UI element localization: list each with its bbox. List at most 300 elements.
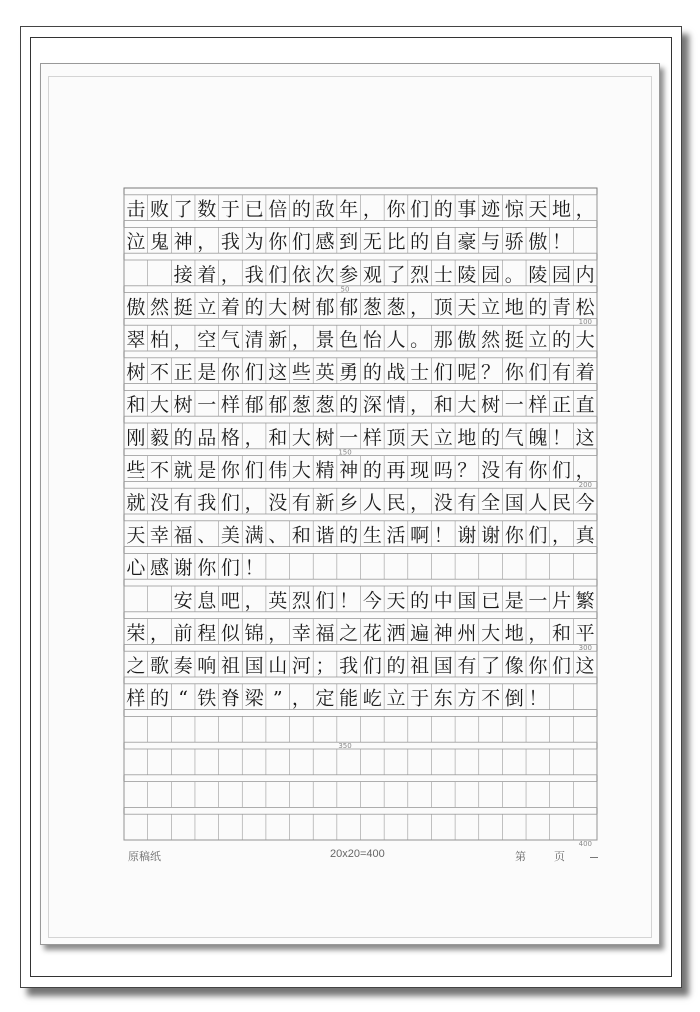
handwritten-char: ！ — [528, 687, 548, 710]
page-number — [515, 848, 565, 864]
handwritten-char: 那 — [433, 329, 453, 351]
paper-label: 原稿纸 — [128, 851, 161, 863]
count-mark: 150 — [338, 448, 352, 457]
handwritten-char: 中 — [433, 589, 453, 612]
handwritten-char: 有 — [291, 492, 311, 514]
handwritten-char: 数 — [197, 198, 217, 221]
handwritten-char: 天 — [528, 198, 548, 221]
handwritten-char: ； — [315, 655, 335, 677]
handwritten-char: 这 — [575, 655, 595, 677]
handwritten-char: 神 — [173, 231, 193, 254]
handwritten-char: 我 — [244, 263, 264, 286]
handwritten-char: 情 — [386, 394, 406, 417]
handwritten-char: 的 — [362, 361, 382, 384]
handwritten-char: 响 — [197, 655, 217, 677]
handwritten-char: 安 — [173, 589, 193, 612]
handwritten-char: 的 — [410, 589, 430, 612]
handwritten-char: 脊 — [220, 687, 240, 710]
handwritten-char: 们 — [244, 459, 264, 482]
handwritten-char: 园 — [481, 263, 501, 286]
handwritten-char: 就 — [173, 459, 193, 482]
handwritten-char: 挺 — [504, 329, 524, 351]
handwritten-char: 们 — [433, 361, 453, 384]
handwritten-char: 无 — [362, 231, 382, 254]
handwritten-char: 新 — [268, 329, 288, 351]
handwritten-char: 立 — [197, 296, 217, 319]
handwritten-char: 立 — [433, 426, 453, 449]
handwritten-char: 傲 — [457, 329, 477, 351]
handwritten-char: 傲 — [126, 296, 146, 319]
handwritten-char: ， — [197, 231, 217, 254]
handwritten-char: 真 — [575, 524, 595, 547]
handwritten-char: ！ — [433, 524, 453, 547]
handwritten-char: 人 — [528, 492, 548, 514]
handwritten-char: ！ — [244, 557, 264, 580]
handwritten-char: 河 — [291, 655, 311, 677]
handwritten-char: 然 — [481, 329, 501, 351]
handwritten-char: 内 — [575, 263, 595, 286]
handwritten-char: 景 — [315, 329, 335, 351]
handwritten-char: 是 — [197, 361, 217, 384]
handwritten-char: 程 — [197, 622, 217, 645]
handwritten-char: ！ — [552, 231, 572, 254]
handwritten-char: 东 — [433, 687, 453, 710]
handwritten-char: 一 — [197, 394, 217, 417]
handwritten-char: 新 — [315, 492, 335, 514]
handwritten-char: 们 — [268, 263, 288, 286]
handwritten-char: 们 — [291, 231, 311, 254]
handwritten-char: 有 — [457, 492, 477, 514]
handwritten-char: 似 — [220, 622, 240, 645]
handwritten-char: 歌 — [149, 655, 169, 677]
handwritten-char: 没 — [268, 492, 288, 514]
handwritten-char: ， — [410, 394, 430, 417]
handwritten-char: 大 — [291, 426, 311, 449]
handwritten-char: 洒 — [386, 622, 406, 645]
handwritten-char: 和 — [126, 394, 146, 417]
handwritten-char: 你 — [528, 459, 548, 482]
handwritten-char: 树 — [291, 296, 311, 319]
handwritten-char: 和 — [268, 426, 288, 449]
handwritten-char: 们 — [220, 492, 240, 514]
handwritten-char: 样 — [362, 426, 382, 449]
handwritten-char: 就 — [126, 492, 146, 514]
handwritten-char: ， — [291, 329, 311, 351]
handwritten-char: 参 — [339, 263, 359, 286]
handwritten-char: 们 — [220, 557, 240, 580]
handwritten-char: 气 — [220, 329, 240, 351]
handwritten-char: 刚 — [126, 426, 146, 449]
handwritten-char: ， — [575, 459, 595, 482]
handwritten-char: 的 — [552, 329, 572, 351]
handwritten-char: 倒 — [504, 687, 524, 710]
count-mark: 300 — [578, 644, 592, 653]
handwritten-char: 的 — [362, 459, 382, 482]
handwritten-char: 我 — [220, 231, 240, 254]
handwritten-char: 烈 — [291, 589, 311, 612]
handwritten-char: 葱 — [386, 296, 406, 319]
handwritten-char: ， — [552, 524, 572, 547]
handwritten-char: 们 — [528, 361, 548, 384]
handwritten-char: “ — [178, 687, 188, 710]
handwritten-char: ， — [410, 296, 430, 319]
handwritten-char: 锦 — [244, 622, 264, 645]
handwritten-char: 已 — [244, 198, 264, 221]
handwritten-char: 遍 — [410, 622, 430, 645]
handwritten-char: 花 — [362, 622, 382, 645]
handwritten-char: 树 — [126, 361, 146, 384]
handwritten-char: ， — [220, 263, 240, 286]
handwritten-char: ， — [410, 492, 430, 514]
handwritten-char: 民 — [552, 492, 572, 514]
handwritten-char: 次 — [315, 263, 335, 286]
handwritten-char: 勇 — [339, 361, 359, 384]
handwritten-char: 人 — [386, 329, 406, 351]
handwritten-char: 神 — [339, 459, 359, 482]
handwritten-char: 的 — [528, 296, 548, 319]
handwritten-char: 之 — [126, 655, 146, 677]
count-mark: 400 — [578, 840, 592, 848]
handwritten-char: 色 — [339, 329, 359, 351]
handwritten-char: 平 — [575, 622, 595, 645]
handwritten-char: 们 — [244, 361, 264, 384]
handwritten-char: 败 — [149, 198, 169, 221]
handwritten-char: 泣 — [126, 231, 146, 254]
handwritten-char: 郁 — [339, 296, 359, 319]
handwritten-char: 你 — [386, 198, 406, 221]
handwritten-char: 天 — [386, 589, 406, 612]
handwritten-char: 的 — [339, 394, 359, 417]
handwritten-char: 定 — [315, 687, 335, 710]
handwritten-char: 乡 — [339, 492, 359, 514]
handwritten-char: 不 — [481, 687, 501, 710]
handwritten-char: 的 — [244, 296, 264, 319]
handwritten-char: 荣 — [126, 622, 146, 645]
handwritten-char: 的 — [410, 231, 430, 254]
handwritten-char: 击 — [126, 198, 146, 221]
page-prefix: 第 — [515, 851, 526, 863]
handwritten-char: 祖 — [220, 655, 240, 677]
handwritten-char: 心 — [126, 557, 146, 580]
handwritten-char: 不 — [149, 459, 169, 482]
handwritten-char: 英 — [268, 589, 288, 612]
handwritten-char: 立 — [481, 296, 501, 319]
handwritten-char: 是 — [197, 459, 217, 482]
handwritten-char: 接 — [173, 263, 193, 286]
handwritten-char: 大 — [291, 459, 311, 482]
handwritten-char: 谢 — [173, 557, 193, 580]
handwritten-char: 大 — [457, 394, 477, 417]
handwritten-char: 顶 — [433, 296, 453, 319]
handwritten-char: 天 — [457, 296, 477, 319]
handwritten-char: 谐 — [315, 524, 335, 547]
handwritten-char: 事 — [457, 198, 477, 221]
handwritten-char: 青 — [552, 296, 572, 319]
handwritten-char: ？ — [481, 361, 501, 384]
handwritten-char: 、 — [197, 524, 217, 547]
handwritten-char: 梁 — [244, 687, 264, 710]
handwritten-char: 谢 — [481, 524, 501, 547]
handwritten-char: 人 — [362, 492, 382, 514]
handwritten-char: 吧 — [220, 589, 240, 612]
handwritten-char: 大 — [575, 329, 595, 351]
count-mark: 200 — [578, 481, 592, 490]
handwritten-char: 们 — [552, 655, 572, 677]
handwritten-char: 你 — [197, 557, 217, 580]
handwritten-char: 士 — [433, 263, 453, 286]
handwritten-char: 树 — [173, 394, 193, 417]
handwritten-char: 美 — [220, 524, 240, 547]
handwritten-char: 样 — [528, 394, 548, 417]
handwritten-char: 倍 — [268, 198, 288, 221]
handwritten-char: 是 — [504, 589, 524, 612]
handwritten-char: ， — [173, 329, 193, 351]
handwritten-char: 吗 — [433, 459, 453, 482]
handwritten-char: ！ — [552, 426, 572, 449]
handwritten-char: ， — [362, 198, 382, 221]
handwritten-char: 你 — [220, 459, 240, 482]
handwritten-char: 国 — [457, 589, 477, 612]
handwritten-char: 地 — [552, 198, 572, 221]
handwritten-char: 大 — [149, 394, 169, 417]
handwritten-char: ， — [528, 622, 548, 645]
count-mark: 100 — [578, 318, 592, 327]
handwritten-char: 陵 — [457, 263, 477, 286]
handwritten-char: 的 — [149, 687, 169, 710]
handwritten-char: 呢 — [457, 361, 477, 384]
count-mark: 50 — [340, 285, 350, 294]
handwritten-char: 有 — [504, 459, 524, 482]
handwritten-char: ” — [272, 687, 283, 710]
handwritten-char: 谢 — [457, 524, 477, 547]
handwritten-char: 一 — [504, 394, 524, 417]
handwritten-char: 像 — [504, 655, 524, 677]
handwritten-char: ！ — [339, 589, 359, 612]
handwritten-char: ， — [244, 492, 264, 514]
handwritten-char: 着 — [575, 361, 595, 384]
handwritten-char: 迹 — [481, 198, 501, 221]
handwritten-char: 活 — [386, 524, 406, 547]
handwritten-char: 的 — [173, 426, 193, 449]
handwritten-char: 英 — [315, 361, 335, 384]
handwritten-char: 豪 — [457, 231, 477, 254]
handwritten-char: 到 — [339, 231, 359, 254]
handwritten-char: 能 — [339, 687, 359, 710]
handwritten-char: 地 — [457, 426, 477, 449]
handwritten-char: 们 — [528, 524, 548, 547]
handwritten-char: 一 — [339, 426, 359, 449]
handwritten-char: 树 — [481, 394, 501, 417]
handwritten-char: 格 — [220, 426, 240, 449]
handwritten-char: 国 — [433, 655, 453, 677]
handwritten-char: 为 — [244, 231, 264, 254]
handwritten-char: ， — [291, 687, 311, 710]
handwritten-char: 感 — [149, 557, 169, 580]
handwritten-char: 着 — [197, 263, 217, 286]
handwritten-char: 一 — [528, 589, 548, 612]
handwritten-char: 正 — [552, 394, 572, 417]
handwritten-char: 没 — [433, 492, 453, 514]
handwritten-char: 满 — [244, 524, 264, 547]
handwritten-char: ， — [149, 622, 169, 645]
handwritten-char: ， — [244, 589, 264, 612]
handwritten-char: 全 — [481, 492, 501, 514]
handwritten-char: 于 — [410, 687, 430, 710]
handwritten-char: 松 — [575, 296, 595, 319]
handwritten-char: 民 — [386, 492, 406, 514]
handwritten-char: 现 — [410, 459, 430, 482]
handwritten-char: ， — [268, 622, 288, 645]
handwritten-char: 息 — [197, 589, 217, 612]
handwritten-char: 样 — [220, 394, 240, 417]
handwritten-char: 感 — [315, 231, 335, 254]
handwritten-char: 的 — [291, 198, 311, 221]
handwritten-char: 葱 — [315, 394, 335, 417]
handwritten-char: 鬼 — [149, 231, 169, 254]
handwritten-char: 们 — [362, 655, 382, 677]
handwritten-char: 深 — [362, 394, 382, 417]
handwritten-char: 有 — [173, 492, 193, 514]
handwritten-char: 铁 — [197, 687, 217, 710]
handwritten-char: 柏 — [149, 329, 169, 351]
handwritten-char: 品 — [197, 426, 217, 449]
handwritten-char: 今 — [575, 492, 595, 514]
handwritten-char: 你 — [528, 655, 548, 677]
handwritten-char: 烈 — [410, 263, 430, 286]
page-rule — [590, 857, 598, 858]
handwritten-char: 屹 — [362, 687, 382, 710]
handwritten-char: 和 — [291, 524, 311, 547]
handwritten-char: 国 — [504, 492, 524, 514]
handwritten-char: 。 — [410, 329, 430, 351]
handwritten-char: 些 — [291, 361, 311, 384]
handwritten-char: 年 — [339, 198, 359, 221]
handwritten-char: 地 — [504, 622, 524, 645]
handwritten-char: 比 — [386, 231, 406, 254]
handwritten-char: 福 — [315, 622, 335, 645]
handwritten-char: 毅 — [149, 426, 169, 449]
grid-spec: 20x20=400 — [330, 848, 385, 860]
handwritten-char: 有 — [552, 361, 572, 384]
handwritten-char: 没 — [481, 459, 501, 482]
handwritten-char: 繁 — [575, 589, 595, 612]
handwritten-char: 你 — [504, 524, 524, 547]
handwritten-char: 葱 — [291, 394, 311, 417]
handwritten-char: 空 — [197, 329, 217, 351]
handwritten-char: 和 — [552, 622, 572, 645]
handwritten-char: 着 — [220, 296, 240, 319]
handwritten-char: 片 — [552, 589, 572, 612]
handwritten-char: 今 — [362, 589, 382, 612]
handwritten-char: 幸 — [291, 622, 311, 645]
handwritten-char: 我 — [197, 492, 217, 514]
handwritten-char: 立 — [528, 329, 548, 351]
handwritten-char: 陵 — [528, 263, 548, 286]
handwritten-char: 的 — [339, 524, 359, 547]
handwritten-char: 树 — [315, 426, 335, 449]
handwritten-char: 自 — [433, 231, 453, 254]
handwritten-char: 郁 — [268, 394, 288, 417]
handwritten-char: 山 — [268, 655, 288, 677]
handwritten-char: 地 — [504, 296, 524, 319]
handwritten-char: 士 — [410, 361, 430, 384]
handwritten-char: 已 — [481, 589, 501, 612]
handwritten-char: 祖 — [410, 655, 430, 677]
handwritten-char: 战 — [386, 361, 406, 384]
handwritten-char: 啊 — [410, 524, 430, 547]
handwritten-char: 郁 — [244, 394, 264, 417]
handwritten-char: 直 — [575, 394, 595, 417]
handwritten-char: 与 — [481, 231, 501, 254]
handwritten-char: 样 — [126, 687, 146, 710]
handwritten-char: 、 — [268, 524, 288, 547]
handwritten-char: ， — [575, 198, 595, 221]
handwritten-char: 神 — [433, 622, 453, 645]
handwritten-char: 前 — [173, 622, 193, 645]
handwritten-char: 我 — [339, 655, 359, 677]
handwritten-char: 怡 — [362, 329, 382, 351]
page-suffix: 页 — [554, 851, 565, 863]
handwritten-char: 你 — [268, 231, 288, 254]
handwritten-char: 幸 — [149, 524, 169, 547]
handwritten-char: 的 — [386, 655, 406, 677]
handwritten-char: 挺 — [173, 296, 193, 319]
handwritten-char: 立 — [386, 687, 406, 710]
handwritten-char: 敌 — [315, 198, 335, 221]
handwritten-char: ， — [244, 426, 264, 449]
handwritten-char: 顶 — [386, 426, 406, 449]
handwritten-char: 清 — [244, 329, 264, 351]
handwritten-char: 依 — [291, 263, 311, 286]
handwritten-char: 大 — [268, 296, 288, 319]
handwritten-char: 正 — [173, 361, 193, 384]
handwritten-char: ？ — [457, 459, 477, 482]
handwritten-char: 天 — [126, 524, 146, 547]
handwritten-char: 伟 — [268, 459, 288, 482]
handwritten-char: 之 — [339, 622, 359, 645]
handwritten-char: 些 — [126, 459, 146, 482]
handwritten-char: 们 — [410, 198, 430, 221]
handwritten-char: 然 — [149, 296, 169, 319]
handwritten-char: 骄 — [504, 231, 524, 254]
handwritten-char: 了 — [386, 263, 406, 286]
handwritten-char: 精 — [315, 459, 335, 482]
handwritten-char: 园 — [552, 263, 572, 286]
handwritten-char: 再 — [386, 459, 406, 482]
handwritten-char: 大 — [481, 622, 501, 645]
handwritten-char: 葱 — [362, 296, 382, 319]
handwritten-char: 你 — [504, 361, 524, 384]
handwritten-char: 这 — [268, 361, 288, 384]
handwritten-char: 了 — [481, 655, 501, 677]
count-mark: 350 — [338, 742, 352, 750]
handwritten-char: 没 — [149, 492, 169, 514]
handwritten-char: 的 — [433, 198, 453, 221]
handwritten-char: 有 — [457, 655, 477, 677]
handwritten-char: 于 — [220, 198, 240, 221]
handwritten-char: 奏 — [173, 655, 193, 677]
handwritten-char: 气 — [504, 426, 524, 449]
handwritten-char: 翠 — [126, 329, 146, 351]
handwritten-char: 福 — [173, 524, 193, 547]
handwritten-char: 不 — [149, 361, 169, 384]
handwritten-char: 你 — [220, 361, 240, 384]
handwritten-char: 天 — [410, 426, 430, 449]
handwritten-char: 郁 — [315, 296, 335, 319]
handwritten-char: 方 — [457, 687, 477, 710]
handwritten-char: 的 — [481, 426, 501, 449]
handwritten-char: 国 — [244, 655, 264, 677]
